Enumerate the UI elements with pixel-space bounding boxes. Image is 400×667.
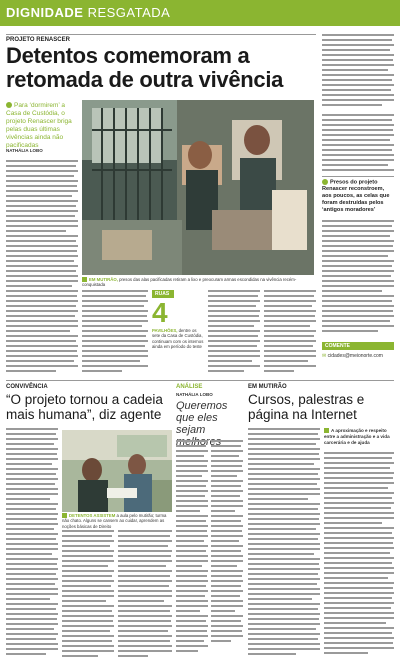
body-text-lines (208, 290, 260, 375)
mutirao-side-highlight (324, 428, 394, 446)
infobox-caption-text: dentre os sete da Casa de Custódia, continuam com os internos ainda em período do teste (152, 328, 204, 350)
body-text-lines (6, 428, 58, 663)
lead-byline-name: NATHÁLIA LOBO (6, 148, 43, 153)
section-name-bold: DIGNIDADE (6, 5, 84, 20)
body-text-lines (62, 530, 114, 663)
comment-email-text: cidades@meionorte.com (327, 353, 383, 359)
convivencia-body-column-3 (118, 530, 172, 663)
mutirao-side-caption (324, 428, 394, 446)
sidebar-bullet-icon (322, 179, 328, 185)
comment-email[interactable] (322, 353, 394, 359)
caption-bullet-icon (324, 428, 329, 433)
mutirao-kicker: EM MUTIRÃO (248, 384, 287, 390)
infobox-caption (152, 328, 204, 350)
comment-box (322, 342, 394, 368)
comment-label: COMENTE (322, 342, 394, 350)
convivencia-photo (62, 430, 172, 512)
lead-kicker (6, 34, 316, 43)
lead-body-column-2 (82, 290, 148, 375)
lead-body-column-4 (264, 290, 316, 375)
section-divider (6, 380, 394, 381)
analise-headline: Queremos que eles sejam (176, 400, 228, 436)
body-text-lines (211, 440, 243, 663)
analise-body-column-1 (176, 440, 208, 663)
email-icon: ✉ (322, 353, 327, 359)
analise-author (176, 392, 213, 398)
infobox-number: 4 (152, 297, 168, 328)
section-header (0, 0, 400, 26)
convivencia-body-column-2 (62, 530, 114, 663)
infobox-label: RUAS (152, 290, 174, 298)
analise-body-column-2 (211, 440, 243, 663)
convivencia-photo-caption-text: a aula pelo mutirão; turma não chato. Alguns se cansem ao cuidar, aprendem as noções básicas de Direito (62, 513, 167, 529)
lead-photo-caption (82, 277, 314, 288)
summary-bullet-icon (6, 102, 12, 108)
lead-body-column-1 (6, 160, 78, 375)
sidebar-body-bottom (322, 220, 394, 338)
body-text-lines (6, 160, 78, 375)
sidebar-body-top (322, 34, 394, 174)
lead-byline (6, 148, 78, 154)
body-text-lines (176, 440, 208, 663)
sidebar-highlight (322, 179, 394, 214)
infobox-caption-label: PAVILHÕES, (152, 328, 178, 333)
lead-photo (82, 100, 314, 275)
convivencia-kicker: CONVIVÊNCIA (6, 384, 48, 390)
lead-kicker-text: PROJETO RENASCER (6, 37, 70, 43)
lead-headline: Detentos comemoram a retomada de outra vivência (6, 43, 284, 92)
mutirao-side-caption-text: A aproximação e respeito entre a administração e a vida carcerária e de ajuda (324, 428, 390, 445)
convivencia-headline: “O projeto tornou a cadeia mais humana”, diz agente (6, 392, 163, 422)
convivencia-photo-caption (62, 513, 172, 529)
lead-photo-caption-text: presos das alas pacificadas retiram a lixo e preocuram armas escondidas na vivência recém-conquistada (82, 277, 297, 288)
body-text-lines (322, 220, 394, 338)
body-text-lines (322, 34, 394, 174)
body-text-lines (264, 290, 316, 375)
classroom-photo (62, 430, 172, 512)
mutirao-headline: Cursos, palestras e página na Internet (248, 392, 365, 422)
prison-work-photo (82, 100, 314, 275)
mutirao-body-column-1 (248, 428, 320, 663)
lead-summary-text: Para ‘dormirem’ a Casa de Custódia, o projeto Renascer briga pelas duas últimas vivências ainda não pacificadas (6, 102, 72, 149)
convivencia-photo-caption-label: DETENTOS ASSISTEM (69, 513, 116, 518)
body-text-lines (248, 428, 320, 663)
section-name (6, 5, 170, 20)
analise-kicker: ANÁLISE (176, 384, 203, 390)
body-text-lines (82, 290, 148, 375)
lead-body-column-3 (208, 290, 260, 375)
section-name-light: RESGATADA (87, 5, 171, 20)
lead-infobox (152, 290, 204, 375)
sidebar-highlight-box (322, 176, 394, 216)
sidebar-highlight-text: Presos do projeto Renascer reconstroem, aos poucos, as celas que foram destruídas pelos ‘antigos moradores’ (322, 179, 390, 214)
convivencia-body-column-1 (6, 428, 58, 663)
analise-author-name: NATHÁLIA LOBO (176, 392, 213, 397)
mutirao-body-column-2 (324, 452, 394, 663)
body-text-lines (118, 530, 172, 663)
lead-photo-caption-label: EM MUTIRÃO, (89, 277, 118, 282)
lead-summary (6, 102, 78, 150)
body-text-lines (324, 452, 394, 663)
